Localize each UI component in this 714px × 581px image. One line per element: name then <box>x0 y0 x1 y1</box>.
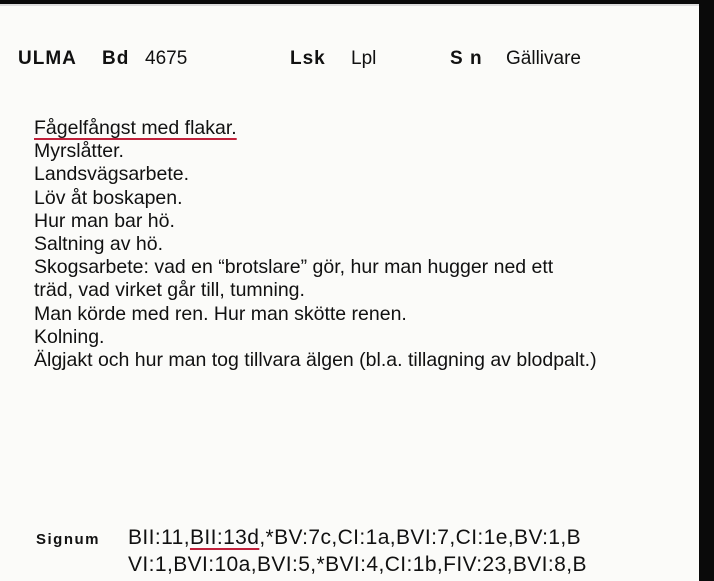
signum-label: Signum <box>36 531 100 548</box>
signum-highlight: BII:13d <box>189 526 260 549</box>
topic-line: Kolning. <box>34 325 105 348</box>
topic-line: Saltning av hö. <box>34 233 164 256</box>
bd-label: Bd <box>102 48 130 69</box>
topic-list <box>34 117 694 372</box>
topic-line: Skogsarbete: vad en “brotslare” gör, hur man hugger ned ett <box>34 256 554 279</box>
bd-value: 4675 <box>145 48 188 69</box>
archive-card <box>0 4 699 581</box>
topic-line: träd, vad virket går till, tumning. <box>34 279 305 302</box>
sn-label: S n <box>450 48 483 69</box>
sn-value: Gällivare <box>506 48 581 69</box>
signum-codes: BII:11,BII:13d,*BV:7c,CI:1a,BVI:7,CI:1e,BV:1,B VI:1,BVI:10a,BVI:5,*BVI:4,CI:1b,FIV:23,BVI:8,B <box>128 526 587 576</box>
card-header <box>18 48 688 78</box>
topic-line: Fågelfångst med flakar. <box>34 117 237 139</box>
topic-line: Hur man bar hö. <box>34 209 175 232</box>
topic-line: Myrslåtter. <box>34 140 124 163</box>
topic-line: Landsvägsarbete. <box>34 163 190 186</box>
topic-line: Man körde med ren. Hur man skötte renen. <box>34 302 407 325</box>
lsk-label: Lsk <box>290 48 326 69</box>
ulma-label: ULMA <box>18 48 77 69</box>
topic-line: Löv åt boskapen. <box>34 186 183 209</box>
lsk-value: Lpl <box>351 48 377 69</box>
topic-line: Älgjakt och hur man tog tillvara älgen (bl.a. tillagning av blodpalt.) <box>34 349 597 372</box>
